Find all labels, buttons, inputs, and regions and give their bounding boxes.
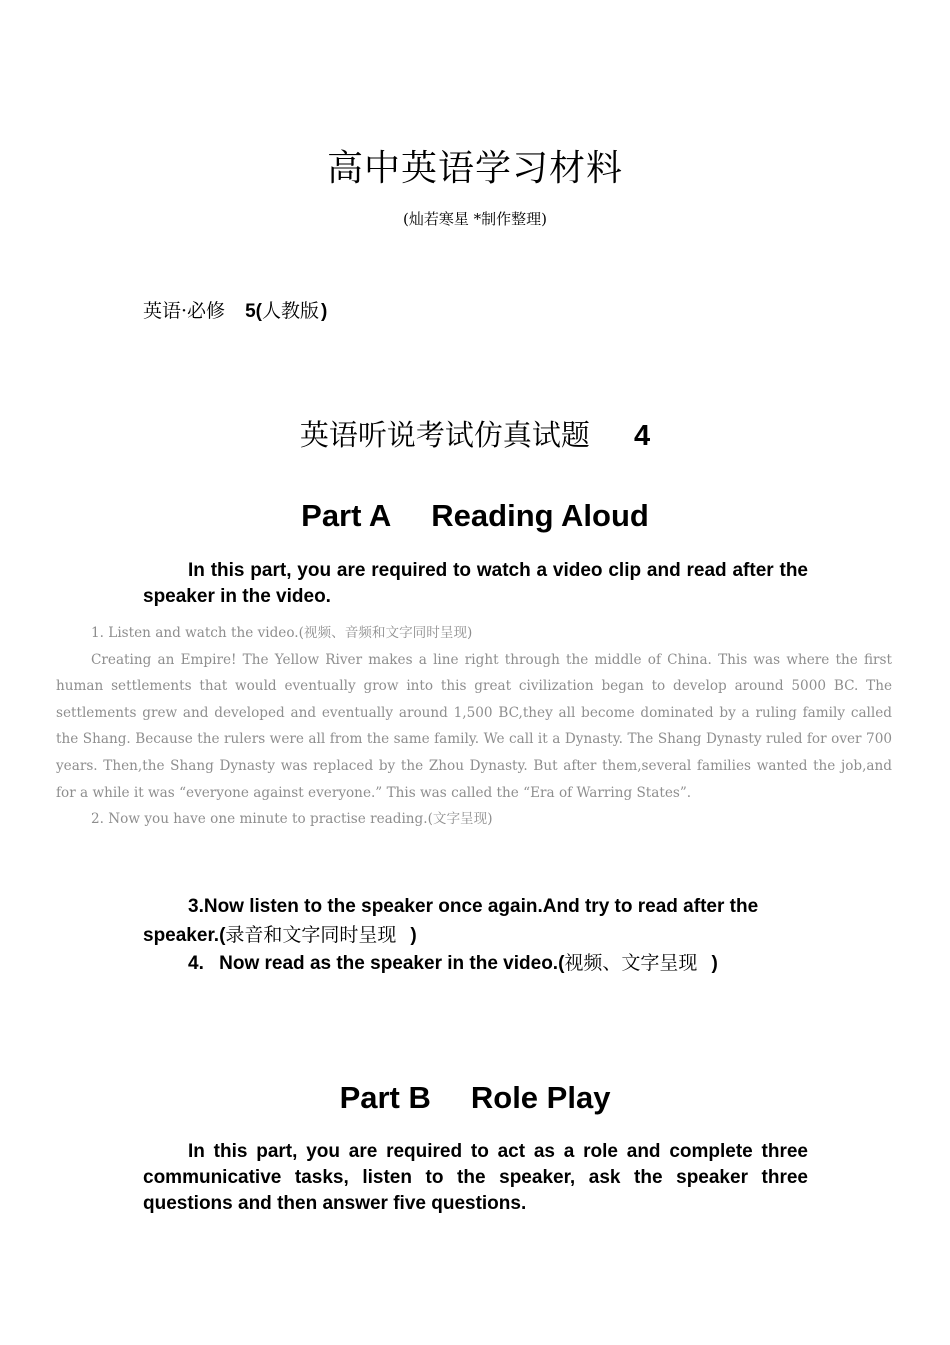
- part-a-heading: [0, 498, 950, 534]
- part-a-label: Part A: [301, 498, 392, 533]
- document-subtitle: (灿若寒星 *制作整理): [403, 210, 547, 228]
- step-1: 1. Listen and watch the video.(视频、音频和文字同时呈现): [91, 625, 473, 641]
- book-close: ): [321, 301, 328, 322]
- part-b-instruction: In this part, you are required to act as a role and complete three communicative tasks, listen to the speaker, ask the speaker three questions and then answer five questions.: [143, 1141, 808, 1214]
- part-b-name: Role Play: [470, 1080, 611, 1115]
- book-info: [143, 296, 327, 323]
- step-4-num: 4.: [188, 953, 204, 974]
- book-label: 英语·必修: [143, 300, 226, 322]
- passage-text: Creating an Empire! The Yellow River makes a line right through the middle of China. This was where the first human settlements that would eventually grow into this great civilization began to develop around 5000 BC. The settlements grew and developed and eventually around 1,500 BC,they all become dominated by a ruling family called the Shang. Because the rulers were all from the same family. We call it a Dynasty. The Shang Dynasty ruled for over 700 years. Then,the Shang Dynasty was replaced by the Zhou Dynasty. But after them,several families wanted the job,and for a while it was “everyone against everyone.” This was called the “Era of Warring States”.: [56, 651, 892, 801]
- step-4-text: Now read as the speaker in the video.(: [219, 953, 565, 974]
- book-edition: 人教版: [262, 300, 320, 322]
- exam-title-text: 英语听说考试仿真试题: [299, 418, 590, 452]
- document-title: 高中英语学习材料: [326, 148, 623, 189]
- step-3: [143, 893, 823, 950]
- book-volume: 5(: [245, 301, 262, 322]
- reading-passage-image: [56, 620, 892, 833]
- step-3-text: 3.Now listen to the speaker once again.And try to read after the speaker.(: [143, 896, 759, 946]
- step-4: [188, 949, 718, 978]
- step-4-cn: 视频、文字呈现: [564, 952, 698, 974]
- exam-number: 4: [633, 420, 651, 452]
- part-a-name: Reading Aloud: [431, 498, 649, 533]
- part-b-heading: [0, 1080, 950, 1116]
- part-a-instruction: In this part, you are required to watch a video clip and read after the speaker in the video.: [143, 560, 808, 607]
- step-2: 2. Now you have one minute to practise reading.(文字呈现): [91, 811, 493, 828]
- step-3-cn: 录音和文字同时呈现: [225, 924, 397, 946]
- part-b-label: Part B: [339, 1080, 431, 1115]
- exam-title: [0, 413, 950, 454]
- step-3-close: ): [410, 925, 417, 946]
- step-4-close: ): [711, 953, 718, 974]
